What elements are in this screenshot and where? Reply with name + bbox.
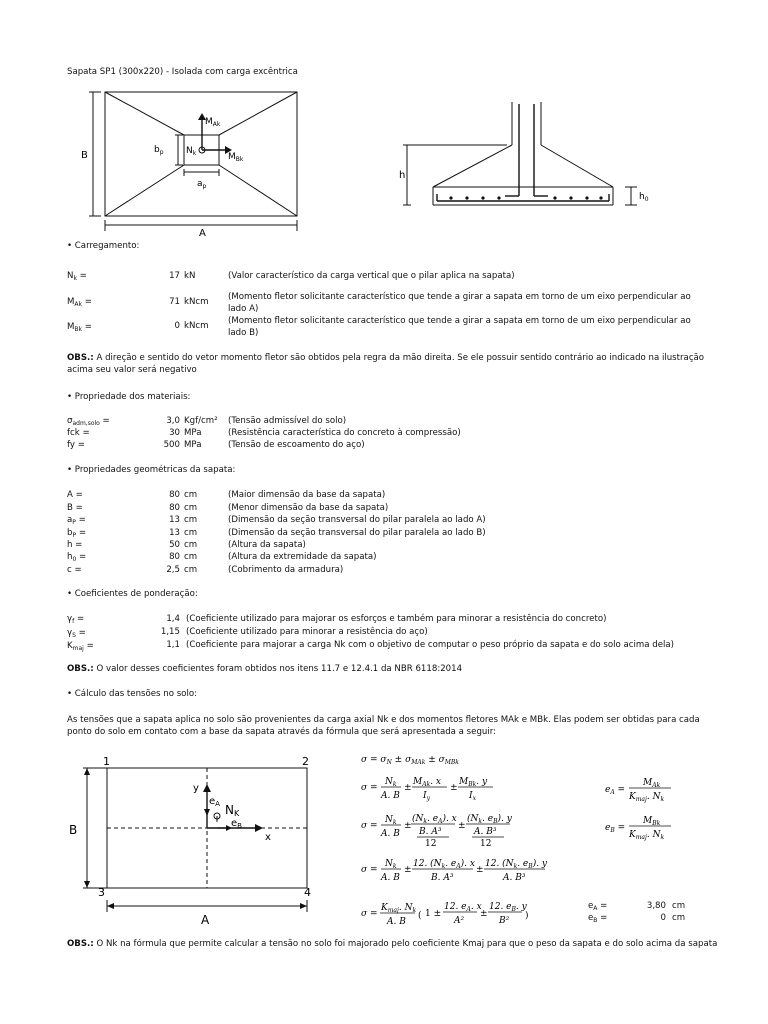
svg-text:±: ± [458,821,466,831]
svg-text:Nk: $N_k$ [385,777,397,788]
coefficient-desc: (Coeficiente para majorar a carga Nk com o objetivo de computar o peso próprio da sapata e do solo acima dela) [186,640,675,650]
geometry-value: 50 [169,540,180,550]
material-symbol: fy = [67,440,85,450]
svg-text:1 ±: 1 ± [425,909,442,919]
material-desc: (Tensão de escoamento do aço) [228,440,365,450]
svg-text:MBk. y: $M_{Bk}$. y [459,777,488,788]
label-eA: $e_A$ [209,796,220,808]
label-eB: $e_B$ [231,818,242,830]
svg-text:A. B³: A. B³ [474,827,497,837]
material-value: 3,0 [166,416,180,426]
coefficient-desc: (Coeficiente utilizado para majorar os esforços e também para minorar a resistência do concreto) [186,614,607,624]
svg-text:Iy: $I_y$ [423,791,430,802]
svg-text:±: ± [404,783,412,793]
svg-text:MBk: $M_{Bk}$ [643,816,661,827]
axis-y-label: y [193,783,199,794]
svg-text:eB =: $e_B$ = [605,823,626,834]
svg-text:Ix: $I_x$ [469,791,476,802]
load-symbol: $M_{Ak}$ = [67,297,92,308]
geometry-desc: (Maior dimensão da base da sapata) [228,490,386,500]
coefficient-symbol: $K_{maj}$ = [67,641,94,652]
geometry-value: 80 [169,490,180,500]
svg-text:±: ± [404,821,412,831]
svg-text:σ =: σ = [361,783,378,793]
geometry-symbol: $b_P$ = [67,528,87,539]
svg-text:σ =: σ = [361,821,378,831]
material-unit: MPa [184,440,202,450]
section-coeficientes: • Coeficientes de ponderação: [67,589,198,599]
coefficient-value: 1,1 [166,640,180,650]
ecc-unit: cm [672,913,686,923]
svg-text:B. A³: B. A³ [431,873,454,883]
geometry-value: 80 [169,503,180,513]
label-A: A [201,913,210,927]
geometry-desc: (Cobrimento da armadura) [228,565,344,575]
ecc-symbol: $e_B$ = [588,913,608,924]
label-A: A [199,228,206,236]
geometry-value: 13 [169,515,180,525]
tensoes-paragraph: As tensões que a sapata aplica no solo são provenientes da carga axial Nk e dos momentos fletores MAk e MBk. Elas podem ser obtidas para cada ponto do solo em contato com a base da sapata através da fórmula que será apresentada a seguir: [67,715,700,737]
svg-text:A. B: A. B [381,829,400,839]
obs-note-2: OBS.: O valor desses coeficientes foram obtidos nos itens 11.7 e 12.4.1 da NBR 6118:2014 [67,664,463,674]
geometry-symbol: $a_P$ = [67,515,86,526]
svg-text:): ) [525,911,529,921]
svg-text:12: 12 [425,839,437,849]
label-mbk: $M_{Bk}$ [228,152,244,163]
label-bp: $b_p$ [154,145,164,156]
section-materiais: • Propriedade dos materiais: [67,392,191,402]
geometry-unit: cm [184,565,198,575]
material-symbol: $\sigma_{adm,solo}$ = [67,416,110,427]
load-unit: kN [184,271,196,281]
geometry-unit: cm [184,552,198,562]
coefficient-desc: (Coeficiente utilizado para minorar a resistência do aço) [186,627,428,637]
svg-text:Kmaj. Nk: $K_{maj}$. $N_k$ [629,830,665,841]
label-h: h [399,170,406,181]
ecc-value: 0 [660,913,666,923]
geometry-symbol: $h_0$ = [67,552,87,563]
load-unit: kNcm [184,321,209,331]
corner-1-label: 1 [103,755,110,768]
material-desc: (Tensão admissível do solo) [228,416,347,426]
svg-text:12: 12 [480,839,492,849]
load-unit: kNcm [184,297,209,307]
load-value: 71 [169,297,180,307]
coefficient-symbol: $\gamma_S$ = [67,628,86,639]
corner-2-label: 2 [302,755,309,768]
geometry-symbol: c = [67,565,82,575]
ecc-unit: cm [672,901,686,911]
geometry-unit: cm [184,540,198,550]
svg-text:A. B: A. B [381,873,400,883]
geometry-unit: cm [184,528,198,538]
label-h0: $h_0$ [639,192,649,203]
svg-text:A. B: A. B [381,791,400,801]
ecc-value: 3,80 [646,901,666,911]
obs-note-1: OBS.: A direção e sentido do vetor momento fletor são obtidos pela regra da mão direita. Se ele possuir sentido contrário ao indicado na ilustração acima seu valor será negativo [67,353,705,375]
geometry-value: 13 [169,528,180,538]
axis-x-label: x [265,832,271,843]
svg-text:Kmaj. Nk: $K_{maj}$. $N_k$ [629,792,665,803]
svg-text:A²: A² [454,916,465,926]
load-value: 17 [169,271,180,281]
svg-text:(: ( [418,911,422,921]
svg-text:B. A³: B. A³ [419,827,442,837]
section-carregamento: • Carregamento: [67,241,140,251]
geometry-desc: (Dimensão da seção transversal do pilar paralela ao lado B) [228,528,486,538]
svg-text:Nk: $N_k$ [385,815,397,826]
svg-text:B²: B² [499,916,510,926]
ecc-symbol: $e_A$ = [588,901,608,912]
svg-text:(Nk. eA). x: ($N_k$. $e_A$). x [412,814,457,825]
label-B: B [81,150,88,161]
footing-plan-diagram [75,86,315,236]
svg-text:12. (Nk. eA). x: 12. ($N_k$. $e_A$). x [413,859,475,870]
obs-note-3: OBS.: O Nk na fórmula que permite calcular a tensão no solo foi majorado pelo coeficiente Kmaj para que o peso da sapata e do solo acima da sapata [67,939,718,949]
svg-text:±: ± [476,865,484,875]
geometry-value: 2,5 [166,565,180,575]
geometry-symbol: h = [67,540,83,550]
corner-3-label: 3 [98,886,105,899]
label-nk: $N_k$ [186,146,197,157]
geometry-unit: cm [184,515,198,525]
svg-text:±: ± [480,909,488,919]
geometry-symbol: B = [67,503,83,513]
geometry-value: 80 [169,552,180,562]
label-mak: $M_{Ak}$ [205,117,221,128]
geometry-desc: (Dimensão da seção transversal do pilar paralela ao lado A) [228,515,486,525]
geometry-desc: (Altura da extremidade da sapata) [228,552,377,562]
svg-text:12. (Nk. eB). y: 12. ($N_k$. $e_B$). y [485,859,548,870]
material-value: 30 [169,428,180,438]
material-unit: MPa [184,428,202,438]
load-value: 0 [174,321,180,331]
svg-text:12. eB. y: 12. $e_B$. y [489,902,527,913]
svg-text:A. B³: A. B³ [503,873,526,883]
load-desc: (Valor característico da carga vertical que o pilar aplica na sapata) [228,271,515,281]
label-nk: NK [225,803,240,818]
coefficient-value: 1,4 [166,614,180,624]
load-desc: (Momento fletor solicitante característico que tende a girar a sapata em torno de um eixo perpendicular ao lado A) [228,292,691,314]
material-unit: Kgf/cm² [184,416,218,426]
section-geometria: • Propriedades geométricas da sapata: [67,465,236,475]
svg-text:MAk: $M_{Ak}$ [643,778,661,789]
material-value: 500 [163,440,180,450]
geometry-unit: cm [184,503,198,513]
label-B: B [69,823,78,837]
load-symbol: $M_{Bk}$ = [67,322,92,333]
geometry-desc: (Menor dimensão da base da sapata) [228,503,389,513]
svg-text:MAk. x: $M_{Ak}$. x [413,777,441,788]
svg-text:±: ± [404,865,412,875]
geometry-unit: cm [184,490,198,500]
material-symbol: fck = [67,428,90,438]
svg-text:(Nk. eB). y: ($N_k$. $e_B$). y [467,814,512,825]
geometry-desc: (Altura da sapata) [228,540,306,550]
svg-text:Nk: $N_k$ [385,859,397,870]
coefficient-symbol: $\gamma_f$ = [67,614,85,625]
coefficient-value: 1,15 [160,627,180,637]
section-tensoes: • Cálculo das tensões no solo: [67,689,197,699]
page-title: Sapata SP1 (300x220) - Isolada com carga excêntrica [67,67,298,77]
svg-text:12. eA. x: 12. $e_A$. x [444,902,482,913]
load-desc: (Momento fletor solicitante característico que tende a girar a sapata em torno de um eixo perpendicular ao lado B) [228,316,691,338]
svg-text:eA =: $e_A$ = [605,785,626,796]
svg-text:Kmaj. Nk: $K_{maj}$. $N_k$ [381,903,417,914]
geometry-symbol: A = [67,490,83,500]
svg-text:σ =: σ = [361,909,378,919]
corner-4-label: 4 [304,886,311,899]
label-ap: $a_p$ [197,179,207,190]
footing-section-diagram [395,98,665,213]
material-desc: (Resistência característica do concreto à compressão) [228,428,461,438]
base-stress-diagram [65,754,330,932]
svg-text:±: ± [450,783,458,793]
svg-text:A. B: A. B [387,917,406,927]
svg-text:σ =: σ = [361,865,378,875]
svg-text:σ = σN ± σMAk ± σMBk: $\sigma = \sigma_N \pm \sigma_{MAk} \pm \sigma_{MBk}$ [361,755,459,766]
load-symbol: $N_k$ = [67,271,87,282]
